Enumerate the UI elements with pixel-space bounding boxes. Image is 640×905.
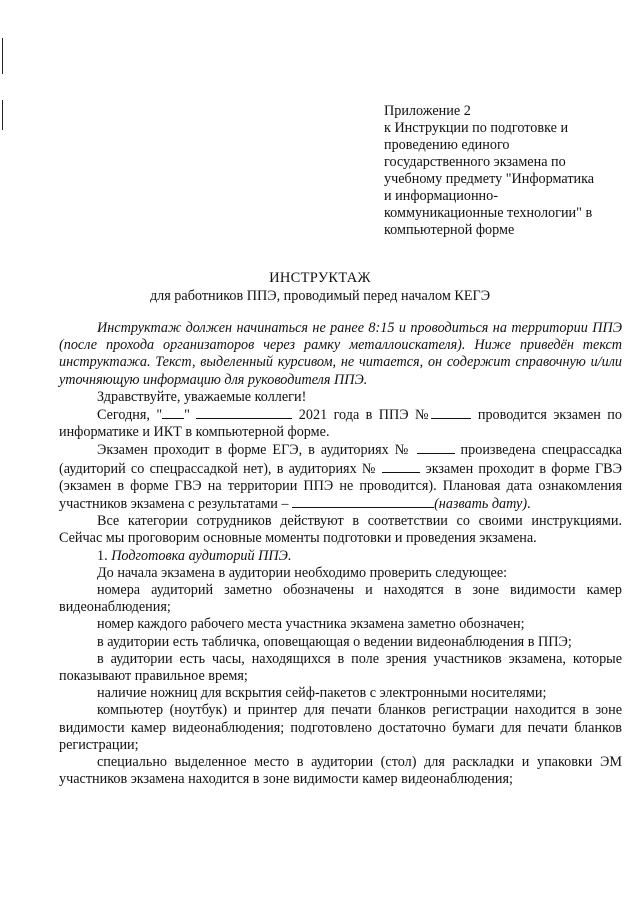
check-item: наличие ножниц для вскрытия сейф-пакетов с электронными носителями; xyxy=(97,685,547,702)
today-text: проводится экзамен по информатике и ИКТ в компьютерной форме. xyxy=(59,407,622,441)
annex-line: коммуникационные технологии" в xyxy=(384,205,593,221)
annex-line: компьютерной форме xyxy=(384,222,515,238)
annex-line: Приложение 2 xyxy=(384,103,471,119)
section-number: 1. xyxy=(97,547,112,564)
check-item: номер каждого рабочего места участника экзамена заметно обозначен; xyxy=(97,616,525,633)
ppe-number-blank xyxy=(431,406,471,419)
document-subtitle: для работников ППЭ, проводимый перед началом КЕГЭ xyxy=(149,288,491,304)
today-paragraph xyxy=(59,406,622,441)
exam-text: . xyxy=(527,496,531,513)
intro-italic-text: Инструктаж должен начинаться не ранее 8:15 и проводиться на территории ППЭ (после прохода организаторов через рамку металлоискателя). Ниже приведён текст инструктажа. Текст, выделенный курсивом, не читается, он содержит справочную и/или уточняющую информацию для руководителя ППЭ. xyxy=(59,320,622,388)
greeting-paragraph: Здравствуйте, уважаемые коллеги! xyxy=(97,388,307,405)
document-body xyxy=(59,320,622,788)
annex-line: проведению единого xyxy=(384,137,510,153)
section-heading xyxy=(59,548,622,565)
day-blank xyxy=(162,406,184,419)
exam-text: экзамен проходит в форме ГВЭ (экзамен в форме ГВЭ на территории ППЭ не проводится). Плановая дата ознакомления участников экзамена с результатами – xyxy=(59,460,623,513)
auditorium-blank xyxy=(417,441,455,454)
exam-text: Экзамен проходит в форме ЕГЭ, в аудиториях № xyxy=(97,442,411,459)
annex-header xyxy=(384,103,634,239)
month-blank xyxy=(196,406,292,419)
date-blank xyxy=(292,495,434,508)
annex-line: государственного экзамена по xyxy=(384,154,566,170)
intro-paragraph xyxy=(59,320,622,389)
left-margin-mark xyxy=(2,100,3,130)
check-item: компьютер (ноутбук) и принтер для печати бланков регистрации находится в зоне видимости камер видеонаблюдения; подготовлено достаточно бумаги для печати бланков регистрации; xyxy=(59,702,622,753)
section-title: Подготовка аудиторий ППЭ. xyxy=(111,547,292,564)
check-item: специально выделенное место в аудитории (стол) для раскладки и упаковки ЭМ участников экзамена находится в зоне видимости камер видеонаблюдения; xyxy=(59,754,622,788)
today-text: " xyxy=(184,407,197,424)
exam-italic-note: (назвать дату) xyxy=(434,496,528,513)
check-item: в аудитории есть табличка, оповещающая о ведении видеонаблюдения в ППЭ; xyxy=(97,633,572,650)
check-item: в аудитории есть часы, находящихся в поле зрения участников экзамена, которые показывают правильное время; xyxy=(59,650,622,685)
exam-paragraph xyxy=(59,441,622,513)
check-intro: До начала экзамена в аудитории необходимо проверить следующее: xyxy=(97,564,508,581)
left-margin-mark xyxy=(2,38,3,74)
categories-paragraph: Все категории сотрудников действуют в соответствии со своими инструкциями. Сейчас мы проговорим основные моменты подготовки и проведения экзамена. xyxy=(59,513,622,547)
annex-line: к Инструкции по подготовке и xyxy=(384,120,569,136)
today-text: 2021 года в ППЭ № xyxy=(292,407,432,424)
annex-line: учебному предмету "Информатика xyxy=(384,171,595,187)
exam-text: произведена спецрассадка (аудиторий со спецрассадкой нет), в аудиториях № xyxy=(59,442,623,477)
document-title: ИНСТРУКТАЖ xyxy=(269,270,371,286)
auditorium-blank xyxy=(382,460,420,473)
annex-line: и информационно- xyxy=(384,188,498,204)
check-item: номера аудиторий заметно обозначены и находятся в зоне видимости камер видеонаблюдения; xyxy=(59,582,622,616)
today-text: Сегодня, " xyxy=(97,407,163,424)
